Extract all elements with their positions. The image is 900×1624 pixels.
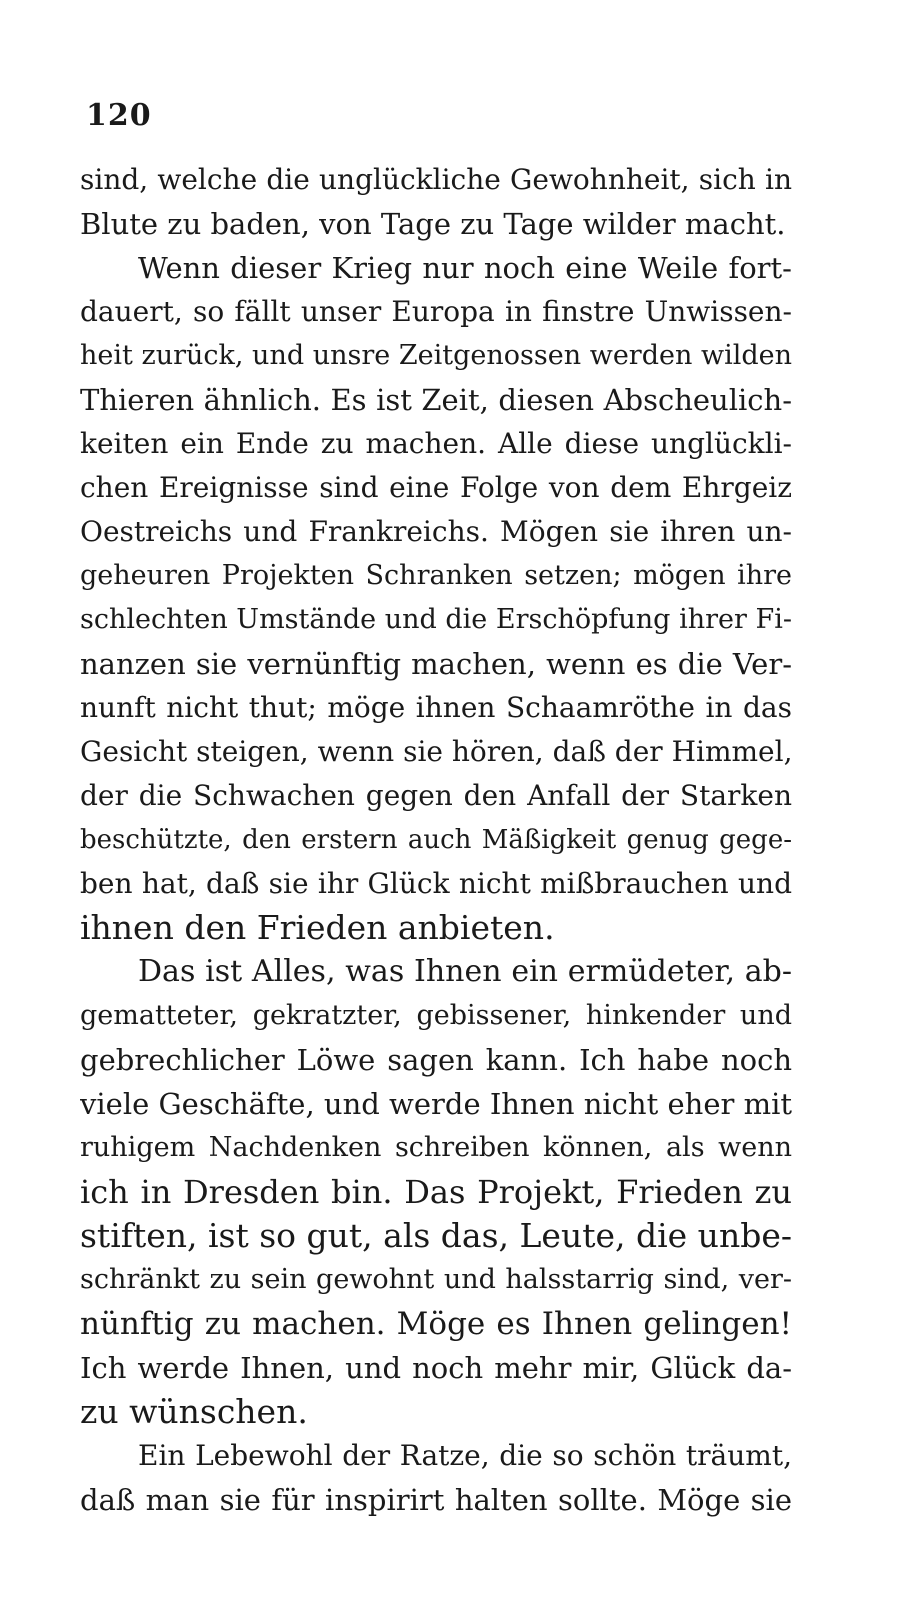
text-line: daß man sie für inspirirt halten sollte. Möge sie	[80, 1483, 792, 1517]
text-line: Ein Lebewohl der Ratze, die so schön träumt,	[138, 1439, 792, 1472]
text-line: stiften, ist so gut, als das, Leute, die unbe-	[80, 1216, 792, 1255]
text-line: nunft nicht thut; möge ihnen Schaamröthe in das	[80, 691, 792, 724]
text-line: zu wünschen.	[80, 1392, 308, 1431]
text-line: chen Ereignisse sind eine Folge von dem Ehrgeiz	[80, 471, 792, 504]
text-line: ben hat, daß sie ihr Glück nicht mißbrauchen und	[80, 867, 792, 900]
text-line: ruhigem Nachdenken schreiben können, als wenn	[80, 1132, 792, 1163]
text-line: schränkt zu sein gewohnt und halsstarrig sind, ver-	[80, 1264, 792, 1295]
text-line: ich in Dresden bin. Das Projekt, Frieden zu	[80, 1173, 792, 1211]
text-line: keiten ein Ende zu machen. Alle diese unglückli-	[80, 427, 792, 460]
body-text	[80, 158, 792, 1522]
text-line: heit zurück, und unsre Zeitgenossen werden wilden	[80, 340, 792, 371]
text-line: beschützte, den erstern auch Mäßigkeit genug gege-	[80, 825, 792, 855]
text-line: sind, welche die unglückliche Gewohnheit, sich in	[80, 163, 792, 196]
text-line: gebrechlicher Löwe sagen kann. Ich habe noch	[80, 1043, 792, 1077]
page-number: 120	[86, 98, 152, 133]
text-line: gematteter, gekratzter, gebissener, hinkender und	[80, 1000, 792, 1031]
text-line: viele Geschäfte, und werde Ihnen nicht eher mit	[80, 1087, 792, 1121]
text-line: der die Schwachen gegen den Anfall der Starken	[80, 779, 792, 812]
text-line: nanzen sie vernünftig machen, wenn es die Ver-	[80, 647, 792, 681]
text-line: Wenn dieser Krieg nur noch eine Weile fort-	[138, 251, 792, 285]
text-line: ihnen den Frieden anbieten.	[80, 908, 555, 947]
text-line: Thieren ähnlich. Es ist Zeit, diesen Abscheulich-	[80, 383, 792, 417]
text-line: dauert, so fällt unser Europa in finstre Unwissen-	[80, 295, 792, 328]
text-line: schlechten Umstände und die Erschöpfung ihrer Fi-	[80, 604, 792, 635]
text-line: Blute zu baden, von Tage zu Tage wilder macht.	[80, 207, 786, 241]
text-line: Ich werde Ihnen, und noch mehr mir, Glück da-	[80, 1351, 792, 1385]
text-line: nünftig zu machen. Möge es Ihnen gelingen!	[80, 1306, 792, 1342]
text-line: Das ist Alles, was Ihnen ein ermüdeter, ab-	[138, 954, 792, 989]
text-line: Oestreichs und Frankreichs. Mögen sie ihren un-	[80, 515, 792, 548]
text-line: Gesicht steigen, wenn sie hören, daß der Himmel,	[80, 735, 792, 768]
text-line: geheuren Projekten Schranken setzen; mögen ihre	[80, 560, 792, 591]
